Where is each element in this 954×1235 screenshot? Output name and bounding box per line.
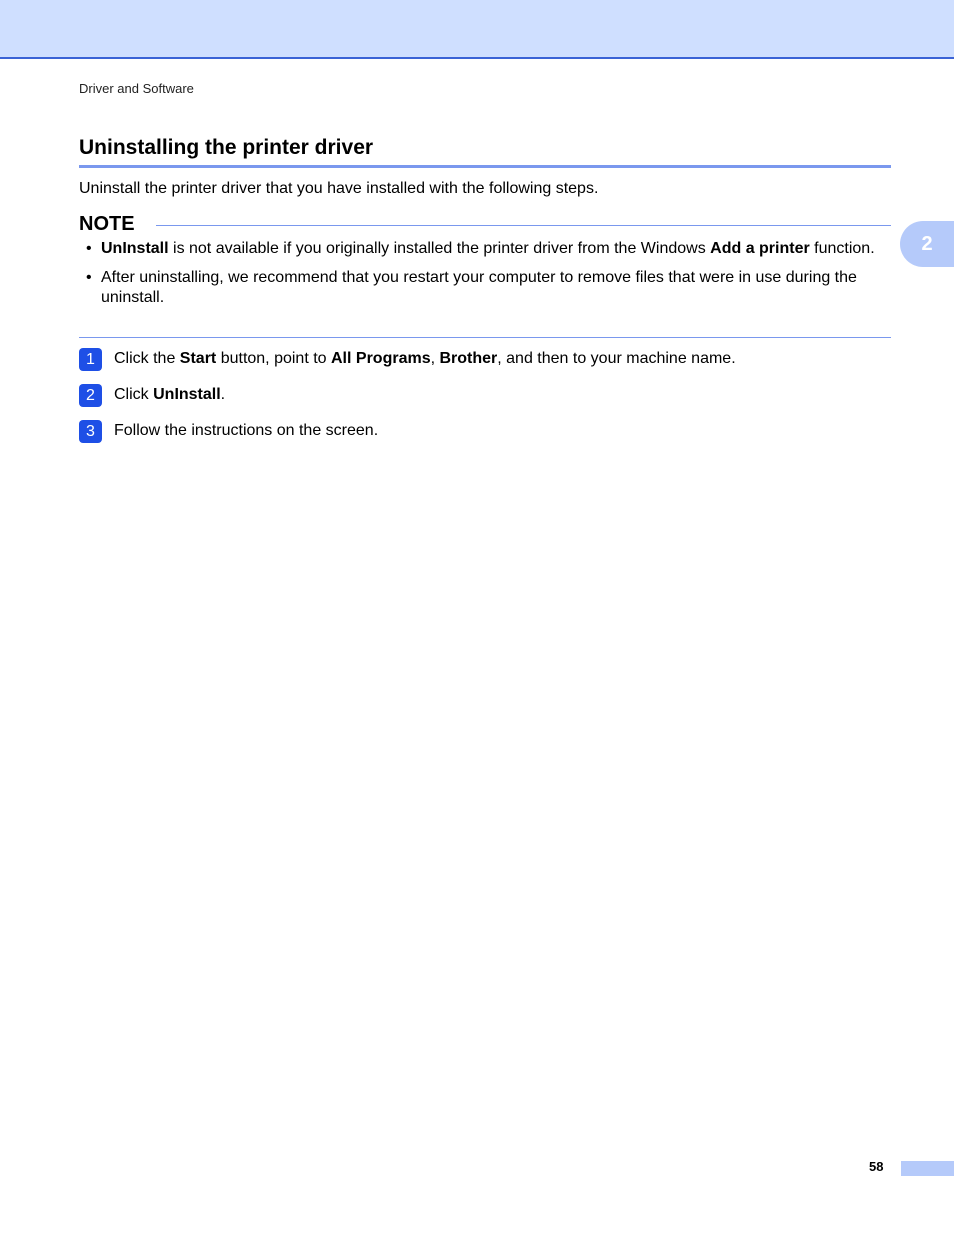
note-list bbox=[86, 239, 892, 317]
step-text: Click UnInstall. bbox=[114, 386, 226, 403]
note-text: After uninstalling, we recommend that you restart your computer to remove files that were in use during the uninstall. bbox=[101, 269, 857, 306]
note-item bbox=[86, 268, 892, 308]
steps-list bbox=[79, 348, 891, 456]
breadcrumb: Driver and Software bbox=[79, 81, 194, 96]
header-band bbox=[0, 0, 954, 59]
step-term-start: Start bbox=[179, 350, 217, 367]
intro-paragraph: Uninstall the printer driver that you have installed with the following steps. bbox=[79, 180, 599, 197]
note-text: is not available if you originally installed the printer driver from the Windows bbox=[168, 240, 711, 257]
footer-bar bbox=[901, 1161, 954, 1176]
page-number: 58 bbox=[869, 1159, 884, 1174]
bullet-icon: • bbox=[86, 269, 92, 286]
page-title: Uninstalling the printer driver bbox=[79, 136, 374, 159]
note-end-rule bbox=[79, 337, 891, 338]
bullet-icon: • bbox=[86, 240, 92, 257]
step-number-icon: 3 bbox=[79, 420, 102, 443]
step-number-icon: 2 bbox=[79, 384, 102, 407]
step-term-all-programs: All Programs bbox=[331, 350, 431, 367]
note-term-uninstall: UnInstall bbox=[101, 240, 169, 257]
step-item bbox=[79, 420, 891, 456]
step-text: Click the Start button, point to All Programs, Brother, and then to your machine name. bbox=[114, 350, 736, 367]
step-number-icon: 1 bbox=[79, 348, 102, 371]
step-term-uninstall: UnInstall bbox=[153, 386, 221, 403]
note-heading: NOTE bbox=[79, 213, 135, 235]
step-item bbox=[79, 348, 891, 384]
note-term-add-printer: Add a printer bbox=[710, 240, 810, 257]
note-item bbox=[86, 239, 892, 259]
step-term-brother: Brother bbox=[439, 350, 498, 367]
step-item bbox=[79, 384, 891, 420]
note-text: function. bbox=[809, 240, 875, 257]
step-text: Follow the instructions on the screen. bbox=[114, 422, 379, 439]
chapter-tab: 2 bbox=[900, 221, 954, 267]
title-underline bbox=[79, 165, 891, 168]
note-heading-rule bbox=[156, 225, 891, 226]
